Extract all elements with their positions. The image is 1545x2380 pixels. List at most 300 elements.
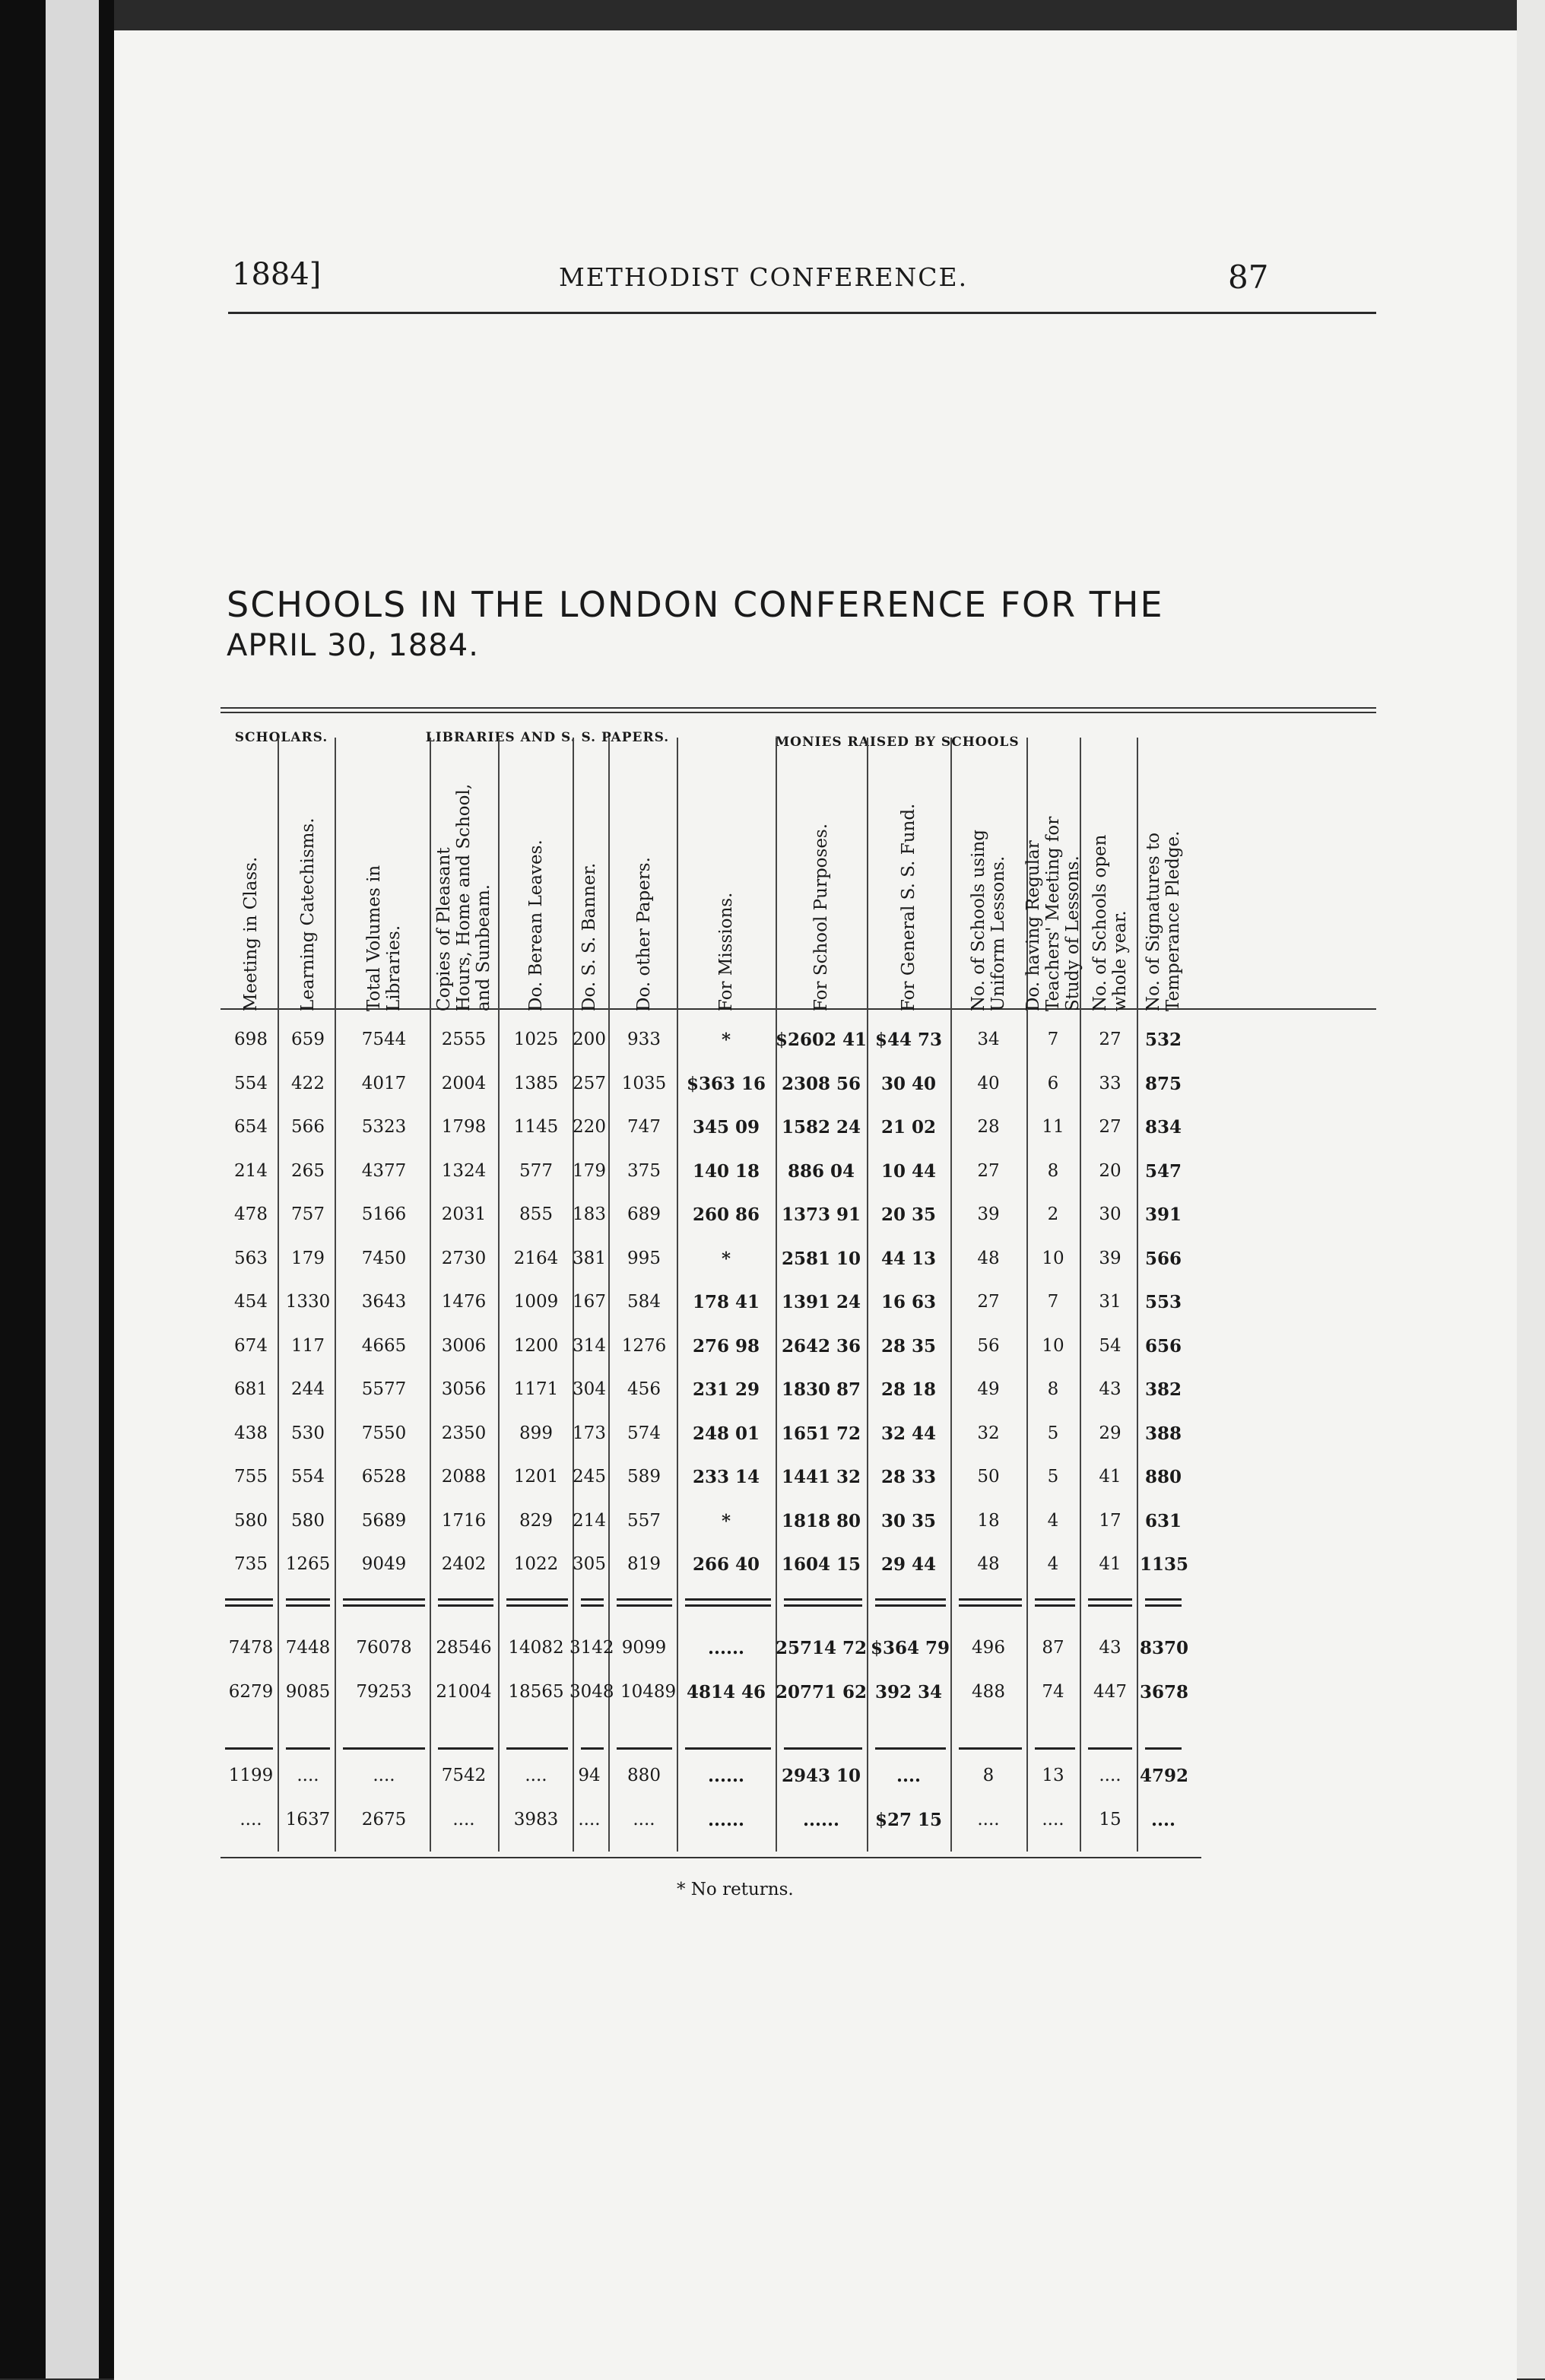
rows-cell: 563 — [234, 1248, 268, 1268]
rows-cell: 1818 80 — [781, 1510, 861, 1531]
column-header: Do. Berean Leaves. — [526, 839, 546, 1011]
rows-cell: 27 — [977, 1292, 1000, 1312]
rows-cell: 554 — [234, 1073, 268, 1093]
rows-cell: 819 — [627, 1554, 661, 1574]
rows-cell: 553 — [1144, 1292, 1182, 1312]
rows-cell: 56 — [977, 1335, 1000, 1356]
diffs-cell: 1637 — [285, 1810, 331, 1829]
totals-cell: 488 — [972, 1682, 1005, 1702]
separator-rule — [225, 1747, 273, 1750]
running-head-year: 1884] — [232, 257, 322, 292]
rows-cell: 173 — [573, 1423, 606, 1443]
totals-cell: 87 — [1042, 1638, 1064, 1658]
totals-cell: 7448 — [285, 1638, 331, 1658]
rows-cell: 995 — [627, 1248, 661, 1268]
separator-rule — [959, 1598, 1022, 1601]
rows-cell: 1324 — [441, 1160, 487, 1181]
rows-cell: 391 — [1144, 1204, 1182, 1225]
separator-rule — [343, 1598, 425, 1601]
separator-rule — [1088, 1747, 1132, 1750]
rows-cell: 4 — [1047, 1554, 1059, 1574]
separator-rule — [959, 1747, 1022, 1750]
rows-cell: 29 44 — [880, 1554, 937, 1575]
rows-cell: 28 35 — [880, 1335, 937, 1357]
separator-rule — [685, 1604, 771, 1607]
column-header: No. of Schools open whole year. — [1090, 834, 1130, 1011]
rows-cell: 16 63 — [880, 1292, 937, 1312]
rows-cell: 1009 — [513, 1292, 559, 1312]
totals-cell: 20771 62 — [776, 1682, 868, 1702]
totals-cell: 6279 — [228, 1682, 274, 1702]
diffs-cell: .... — [633, 1810, 655, 1829]
rows-cell: 580 — [234, 1510, 268, 1531]
separator-rule — [225, 1598, 273, 1601]
rows-cell: 2555 — [441, 1030, 487, 1049]
rows-cell: 933 — [627, 1030, 661, 1049]
rows-cell: 27 — [1099, 1117, 1121, 1137]
rows-cell: 1441 32 — [781, 1467, 861, 1487]
separator-rule — [1035, 1604, 1075, 1607]
rows-cell: 244 — [291, 1379, 325, 1399]
rows-cell: 659 — [291, 1030, 325, 1049]
rows-cell: 9049 — [361, 1554, 407, 1574]
rows-cell: 304 — [573, 1379, 606, 1399]
rows-cell: 41 — [1099, 1554, 1121, 1574]
totals-cell: 3678 — [1140, 1682, 1189, 1702]
rows-cell: 265 — [291, 1160, 325, 1181]
diffs-cell: 2675 — [361, 1810, 407, 1829]
rows-cell: 233 14 — [692, 1467, 760, 1487]
rows-cell: 580 — [291, 1510, 325, 1531]
rows-cell: 27 — [977, 1160, 1000, 1181]
rows-cell: 899 — [519, 1423, 553, 1443]
rows-cell: 855 — [519, 1204, 553, 1224]
totals-cell: ...... — [707, 1638, 745, 1658]
rows-cell: 7 — [1047, 1292, 1059, 1312]
separator-rule — [343, 1747, 425, 1750]
rows-cell: 32 — [977, 1423, 1000, 1443]
rows-cell: 200 — [573, 1030, 606, 1049]
rows-cell: 30 40 — [880, 1073, 937, 1094]
diffs-cell: 15 — [1099, 1810, 1121, 1829]
totals-cell: 79253 — [356, 1682, 412, 1702]
rows-cell: 577 — [519, 1160, 553, 1181]
separator-rule — [685, 1598, 771, 1601]
rows-cell: 4017 — [361, 1073, 407, 1093]
rows-cell: 179 — [573, 1160, 606, 1181]
totals-cell: 28546 — [436, 1638, 492, 1658]
totals-cell: 25714 72 — [776, 1638, 868, 1658]
separator-rule — [343, 1604, 425, 1607]
separator-rule — [1145, 1598, 1182, 1601]
rows-cell: 1276 — [621, 1335, 667, 1356]
rows-cell: 39 — [977, 1204, 1000, 1224]
separator-rule — [784, 1604, 862, 1607]
rows-cell: 1201 — [513, 1467, 559, 1487]
rows-cell: 18 — [977, 1510, 1000, 1531]
totals-cell: 9085 — [285, 1682, 331, 1702]
rows-cell: 48 — [977, 1248, 1000, 1268]
rows-cell: 532 — [1144, 1030, 1182, 1050]
separator-rule — [617, 1604, 672, 1607]
rows-cell: 5166 — [361, 1204, 407, 1224]
separator-rule — [685, 1747, 771, 1750]
rows-cell: 689 — [627, 1204, 661, 1224]
diffs-cell: .... — [896, 1766, 922, 1786]
totals-cell: 74 — [1042, 1682, 1064, 1702]
rows-cell: 5689 — [361, 1510, 407, 1531]
table-subtitle: APRIL 30, 1884. — [227, 628, 479, 663]
rows-cell: 28 33 — [880, 1467, 937, 1487]
separator-rule — [286, 1598, 330, 1601]
rows-cell: 248 01 — [692, 1423, 760, 1444]
separator-rule — [506, 1604, 568, 1607]
totals-cell: 3048 — [569, 1682, 614, 1702]
column-header: For School Purposes. — [811, 823, 831, 1011]
totals-cell: 10489 — [620, 1682, 677, 1702]
rows-cell: 2031 — [441, 1204, 487, 1224]
rows-cell: 5323 — [361, 1117, 407, 1137]
rows-cell: 41 — [1099, 1467, 1121, 1487]
column-header: For Missions. — [716, 892, 736, 1011]
rows-cell: 757 — [291, 1204, 325, 1224]
rows-cell: 875 — [1144, 1073, 1182, 1094]
rows-cell: 231 29 — [692, 1379, 760, 1400]
separator-rule — [225, 1604, 273, 1607]
table-bottom-rule — [220, 1857, 1201, 1858]
totals-cell: 18565 — [508, 1682, 564, 1702]
rows-cell: 10 44 — [880, 1160, 937, 1182]
rows-cell: 438 — [234, 1423, 268, 1443]
rows-cell: 1582 24 — [781, 1117, 861, 1138]
totals-cell: 3142 — [569, 1638, 614, 1658]
page-number: 87 — [1228, 259, 1269, 296]
rows-cell: 30 — [1099, 1204, 1121, 1224]
rows-cell: 266 40 — [692, 1554, 760, 1575]
rows-cell: 167 — [573, 1292, 606, 1312]
column-divider — [278, 738, 279, 1852]
rows-cell: 178 41 — [692, 1292, 760, 1312]
rows-cell: 32 44 — [880, 1423, 937, 1444]
diffs-cell: $27 15 — [874, 1810, 943, 1830]
scan-left-margin — [0, 0, 114, 2378]
diffs-cell: .... — [578, 1810, 601, 1829]
totals-cell: 21004 — [436, 1682, 492, 1702]
separator-rule — [1088, 1604, 1132, 1607]
rows-cell: 1798 — [441, 1117, 487, 1137]
diffs-cell: .... — [1042, 1810, 1064, 1829]
rows-cell: 2642 36 — [781, 1335, 861, 1357]
statistics-table — [220, 707, 1376, 1878]
separator-rule — [784, 1598, 862, 1601]
rows-cell: $2602 41 — [776, 1030, 868, 1050]
rows-cell: 422 — [291, 1073, 325, 1093]
rows-cell: 1025 — [513, 1030, 559, 1049]
rows-cell: * — [721, 1030, 731, 1050]
totals-cell: 8370 — [1140, 1638, 1189, 1658]
column-divider — [677, 738, 678, 1852]
rows-cell: 554 — [291, 1467, 325, 1487]
rows-cell: 1604 15 — [781, 1554, 861, 1575]
rows-cell: 382 — [1144, 1379, 1182, 1400]
separator-rule — [438, 1598, 493, 1601]
separator-rule — [438, 1747, 493, 1750]
rows-cell: 257 — [573, 1073, 606, 1093]
rows-cell: 1373 91 — [781, 1204, 861, 1225]
column-header: Copies of Pleasant Hours, Home and School, and Sunbeam. — [434, 783, 493, 1011]
column-header: Do. S. S. Banner. — [579, 862, 599, 1011]
rows-cell: 656 — [1144, 1335, 1182, 1357]
rows-cell: 5 — [1047, 1423, 1059, 1443]
column-header: Learning Catechisms. — [298, 817, 318, 1011]
rows-cell: 1145 — [513, 1117, 559, 1137]
rows-cell: 33 — [1099, 1073, 1121, 1093]
rows-cell: 220 — [573, 1117, 606, 1137]
rows-cell: 7550 — [361, 1423, 407, 1443]
rows-cell: 584 — [627, 1292, 661, 1312]
column-divider — [335, 738, 336, 1852]
diffs-cell: .... — [525, 1766, 547, 1785]
rows-cell: 2581 10 — [781, 1248, 861, 1269]
rows-cell: 755 — [234, 1467, 268, 1487]
separator-rule — [875, 1747, 946, 1750]
rows-cell: 454 — [234, 1292, 268, 1312]
rows-cell: 2164 — [513, 1248, 559, 1268]
rows-cell: 1476 — [441, 1292, 487, 1312]
table-top-rule — [220, 707, 1376, 709]
column-header: Meeting in Class. — [241, 856, 261, 1011]
separator-rule — [1145, 1747, 1182, 1750]
rows-cell: 3006 — [441, 1335, 487, 1356]
rows-cell: 2004 — [441, 1073, 487, 1093]
diffs-cell: 880 — [627, 1766, 661, 1785]
rows-cell: 1135 — [1140, 1554, 1189, 1575]
rows-cell: 747 — [627, 1117, 661, 1137]
totals-cell: 76078 — [356, 1638, 412, 1658]
diffs-cell: ...... — [707, 1766, 745, 1786]
rows-cell: 654 — [234, 1117, 268, 1137]
diffs-cell: ...... — [707, 1810, 745, 1830]
totals-cell: 4814 46 — [686, 1682, 766, 1702]
rows-cell: 456 — [627, 1379, 661, 1399]
diffs-cell: .... — [297, 1766, 319, 1785]
separator-rule — [1035, 1747, 1075, 1750]
diffs-cell: 2943 10 — [781, 1766, 861, 1786]
rows-cell: 20 — [1099, 1160, 1121, 1181]
rows-cell: 10 — [1042, 1335, 1064, 1356]
column-header: For General S. S. Fund. — [899, 803, 918, 1011]
totals-cell: 43 — [1099, 1638, 1121, 1658]
rows-cell: * — [721, 1510, 731, 1531]
diffs-cell: 13 — [1042, 1766, 1064, 1785]
rows-cell: $363 16 — [686, 1073, 766, 1094]
rows-cell: 574 — [627, 1423, 661, 1443]
rows-cell: 2088 — [441, 1467, 487, 1487]
rows-cell: 34 — [977, 1030, 1000, 1049]
rows-cell: 2 — [1047, 1204, 1059, 1224]
column-header: No. of Signatures to Temperance Pledge. — [1144, 830, 1183, 1011]
separator-rule — [506, 1598, 568, 1601]
rows-cell: 48 — [977, 1554, 1000, 1574]
rows-cell: 1035 — [621, 1073, 667, 1093]
rows-cell: 39 — [1099, 1248, 1121, 1268]
column-divider — [950, 738, 952, 1852]
rows-cell: 49 — [977, 1379, 1000, 1399]
rows-cell: 3056 — [441, 1379, 487, 1399]
running-head-title: METHODIST CONFERENCE. — [559, 262, 969, 292]
rows-cell: 4377 — [361, 1160, 407, 1181]
totals-cell: 14082 — [508, 1638, 564, 1658]
rows-cell: 10 — [1042, 1248, 1064, 1268]
rows-cell: 1330 — [285, 1292, 331, 1312]
diffs-cell: 4792 — [1140, 1766, 1189, 1786]
rows-cell: 183 — [573, 1204, 606, 1224]
rows-cell: 1265 — [285, 1554, 331, 1574]
rows-cell: 5 — [1047, 1467, 1059, 1487]
rows-cell: 54 — [1099, 1335, 1121, 1356]
rows-cell: 50 — [977, 1467, 1000, 1487]
diffs-cell: .... — [373, 1766, 395, 1785]
rows-cell: 314 — [573, 1335, 606, 1356]
rows-cell: 117 — [291, 1335, 325, 1356]
rows-cell: 1200 — [513, 1335, 559, 1356]
column-header: Do. having Regular Teachers' Meeting for Study of Lessons. — [1023, 816, 1083, 1011]
rows-cell: 1171 — [513, 1379, 559, 1399]
rows-cell: 2730 — [441, 1248, 487, 1268]
rows-cell: 4 — [1047, 1510, 1059, 1531]
diffs-cell: .... — [1150, 1810, 1176, 1830]
rows-cell: 1385 — [513, 1073, 559, 1093]
rows-cell: 4665 — [361, 1335, 407, 1356]
separator-rule — [286, 1747, 330, 1750]
rows-cell: 245 — [573, 1467, 606, 1487]
rows-cell: 681 — [234, 1379, 268, 1399]
separator-rule — [1145, 1604, 1182, 1607]
rows-cell: 7 — [1047, 1030, 1059, 1049]
rows-cell: 1716 — [441, 1510, 487, 1531]
rows-cell: 28 18 — [880, 1379, 937, 1400]
rows-cell: 829 — [519, 1510, 553, 1531]
table-top-rule-2 — [220, 712, 1376, 713]
totals-cell: 7478 — [228, 1638, 274, 1658]
diffs-cell: 3983 — [513, 1810, 559, 1829]
separator-rule — [581, 1747, 604, 1750]
separator-rule — [617, 1747, 672, 1750]
rows-cell: 30 35 — [880, 1510, 937, 1531]
table-title: SCHOOLS IN THE LONDON CONFERENCE FOR THE — [227, 584, 1164, 625]
rows-cell: 305 — [573, 1554, 606, 1574]
column-header: Do. other Papers. — [634, 857, 654, 1011]
totals-cell: 9099 — [621, 1638, 667, 1658]
diffs-cell: .... — [452, 1810, 475, 1829]
separator-rule — [438, 1604, 493, 1607]
rows-cell: 381 — [573, 1248, 606, 1268]
separator-rule — [1088, 1598, 1132, 1601]
rows-cell: 214 — [573, 1510, 606, 1531]
rows-cell: 11 — [1042, 1117, 1064, 1137]
rows-cell: 589 — [627, 1467, 661, 1487]
rows-cell: 1830 87 — [781, 1379, 861, 1400]
separator-rule — [286, 1604, 330, 1607]
rows-cell: 566 — [1144, 1248, 1182, 1269]
group-scholars: SCHOLARS. — [234, 730, 328, 745]
rows-cell: $44 73 — [874, 1030, 943, 1050]
rows-cell: 566 — [291, 1117, 325, 1137]
diffs-cell: 7542 — [441, 1766, 487, 1785]
totals-cell: 447 — [1093, 1682, 1127, 1702]
column-header: No. of Schools using Uniform Lessons. — [969, 830, 1008, 1011]
rows-cell: 40 — [977, 1073, 1000, 1093]
separator-rule — [581, 1598, 604, 1601]
group-monies: MONIES RAISED BY SCHOOLS — [775, 735, 1020, 750]
rows-cell: 880 — [1144, 1467, 1182, 1487]
rows-cell: 530 — [291, 1423, 325, 1443]
rows-cell: 1391 24 — [781, 1292, 861, 1312]
header-rule — [228, 312, 1376, 314]
rows-cell: 276 98 — [692, 1335, 760, 1357]
rows-cell: 886 04 — [787, 1160, 855, 1182]
rows-cell: 5577 — [361, 1379, 407, 1399]
column-divider — [867, 738, 868, 1852]
rows-cell: 557 — [627, 1510, 661, 1531]
rows-cell: 17 — [1099, 1510, 1121, 1531]
separator-rule — [617, 1598, 672, 1601]
separator-rule — [875, 1604, 946, 1607]
rows-cell: 631 — [1144, 1510, 1182, 1531]
separator-rule — [784, 1747, 862, 1750]
rows-cell: 2308 56 — [781, 1073, 861, 1094]
rows-cell: 7450 — [361, 1248, 407, 1268]
rows-cell: 674 — [234, 1335, 268, 1356]
rows-cell: 345 09 — [692, 1117, 760, 1138]
rows-cell: 21 02 — [880, 1117, 937, 1138]
rows-cell: 43 — [1099, 1379, 1121, 1399]
totals-cell: 496 — [972, 1638, 1005, 1658]
rows-cell: 31 — [1099, 1292, 1121, 1312]
rows-cell: 2350 — [441, 1423, 487, 1443]
rows-cell: 478 — [234, 1204, 268, 1224]
diffs-cell: .... — [240, 1810, 262, 1829]
rows-cell: 214 — [234, 1160, 268, 1181]
separator-rule — [506, 1747, 568, 1750]
rows-cell: 8 — [1047, 1160, 1059, 1181]
rows-cell: 27 — [1099, 1030, 1121, 1049]
column-header: Total Volumes in Libraries. — [364, 865, 404, 1011]
scan-right-margin — [1517, 0, 1545, 2378]
rows-cell: 179 — [291, 1248, 325, 1268]
separator-rule — [875, 1598, 946, 1601]
rows-cell: 20 35 — [880, 1204, 937, 1225]
diffs-cell: 8 — [982, 1766, 995, 1785]
rows-cell: 28 — [977, 1117, 1000, 1137]
totals-cell: $364 79 — [871, 1638, 950, 1658]
separator-rule — [1035, 1598, 1075, 1601]
rows-cell: 1022 — [513, 1554, 559, 1574]
rows-cell: 140 18 — [692, 1160, 760, 1182]
rows-cell: 29 — [1099, 1423, 1121, 1443]
rows-cell: 3643 — [361, 1292, 407, 1312]
rows-cell: 698 — [234, 1030, 268, 1049]
diffs-cell: 1199 — [228, 1766, 274, 1785]
rows-cell: 834 — [1144, 1117, 1182, 1138]
rows-cell: 44 13 — [880, 1248, 937, 1269]
diffs-cell: .... — [977, 1810, 1000, 1829]
footnote: * No returns. — [677, 1880, 794, 1899]
rows-cell: 375 — [627, 1160, 661, 1181]
group-libraries: LIBRARIES AND S. S. PAPERS. — [425, 730, 670, 745]
rows-cell: 8 — [1047, 1379, 1059, 1399]
diffs-cell: .... — [1099, 1766, 1121, 1785]
